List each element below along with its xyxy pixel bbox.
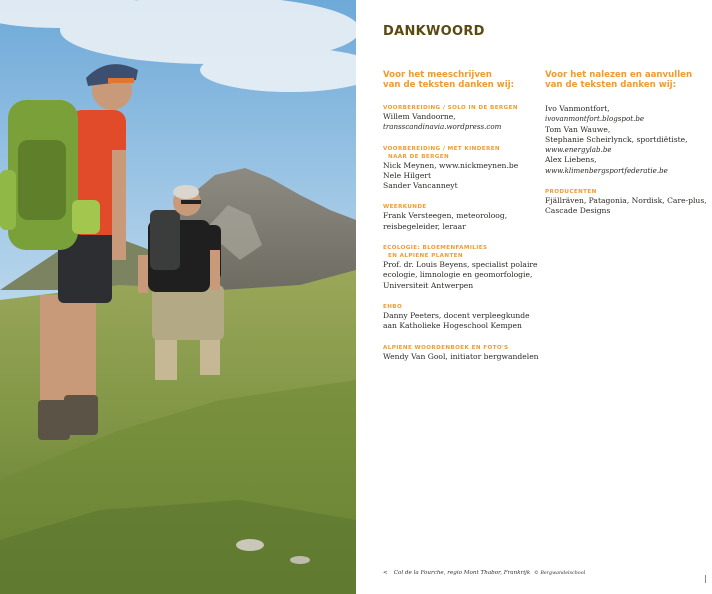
section-label: [545, 188, 712, 196]
photo-caption: [383, 570, 585, 576]
credit-link: www.energylab.be: [545, 145, 612, 155]
left-column: [383, 70, 553, 374]
credit-line: reisbegeleider, leraar: [383, 221, 466, 231]
credit-line: Alex Liebens,: [545, 155, 597, 165]
caption-text: Col de la Fourche, regio Mont Thabor, Frankrijk: [393, 570, 531, 576]
photo-credit: © Bergwandelschool: [534, 571, 586, 576]
page-marker: [705, 575, 706, 583]
section-first-aid: [383, 303, 553, 332]
section-label: [383, 104, 553, 112]
section-dictionary: [383, 344, 553, 362]
label-line: ALPIENE WOORDENBOEK EN FOTO'S: [383, 344, 509, 351]
right-column-heading: [545, 70, 712, 90]
label-line: WEERKUNDE: [383, 204, 427, 211]
section-producers: [545, 188, 712, 217]
heading-line: Voor het nalezen en aanvullen: [545, 70, 693, 80]
credit-line: Nick Meynen, www.nickmeynen.be: [383, 160, 519, 170]
credit-line: Fjällräven, Patagonia, Nordisk, Care-plus,: [545, 196, 707, 206]
label-line: PRODUCENTEN: [545, 189, 597, 196]
section-label: [383, 303, 553, 311]
credit-link: transscandinavia.wordpress.com: [383, 122, 502, 132]
acknowledgements-page: [356, 0, 712, 594]
section-ecology: [383, 244, 553, 291]
label-line: EHBO: [383, 303, 403, 310]
page-title: DANKWOORD: [383, 24, 485, 39]
heading-line: Voor het meeschrijven: [383, 70, 492, 80]
credit-line: ecologie, limnologie en geomorfologie,: [383, 270, 533, 280]
left-column-heading: [383, 70, 553, 90]
label-line: NAAR DE BERGEN: [388, 153, 450, 160]
credit-line: Sander Vancanneyt: [383, 181, 458, 191]
section-solo: [383, 104, 553, 133]
section-weather: [383, 203, 553, 232]
credit-line: Prof. dr. Louis Beyens, specialist polaire: [383, 260, 538, 270]
credit-line: Wendy Van Gool, initiator bergwandelen: [383, 351, 539, 361]
section-label: [383, 145, 553, 161]
credit-line: Ivo Vanmontfort,: [545, 104, 610, 113]
section-label: [383, 244, 553, 260]
credit-line: Frank Versteegen, meteoroloog,: [383, 211, 508, 221]
credit-line: Tom Van Wauwe,: [545, 124, 611, 134]
label-line: VOORBEREIDING / MET KINDEREN: [383, 145, 501, 152]
section-label: [383, 344, 553, 352]
label-line: ECOLOGIE: BLOEMENFAMILIES: [383, 245, 488, 252]
heading-line: van de teksten danken wij:: [383, 80, 515, 90]
credit-line: Nele Hilgert: [383, 170, 431, 180]
label-line: VOORBEREIDING / SOLO IN DE BERGEN: [383, 105, 518, 111]
credit-line: Cascade Designs: [545, 206, 611, 216]
credit-link: www.klimenbergsportfederatie.be: [545, 165, 668, 175]
heading-line: van de teksten danken wij:: [545, 80, 677, 90]
caption-arrow: <: [383, 570, 388, 576]
credit-link: ivovanmontfort.blogspot.be: [545, 114, 645, 124]
credit-line: Universiteit Antwerpen: [383, 280, 474, 290]
credit-line: aan Katholieke Hogeschool Kempen: [383, 321, 522, 331]
section-reviewers: [545, 104, 712, 176]
right-column: [545, 70, 712, 229]
credit-line: Danny Peeters, docent verpleegkunde: [383, 310, 530, 320]
credit-line: Willem Vandoorne,: [383, 112, 456, 121]
section-label: [383, 203, 553, 211]
credit-line: Stephanie Scheirlynck, sportdiëtiste,: [545, 134, 688, 144]
section-children: [383, 145, 553, 192]
label-line: EN ALPIENE PLANTEN: [388, 253, 463, 260]
